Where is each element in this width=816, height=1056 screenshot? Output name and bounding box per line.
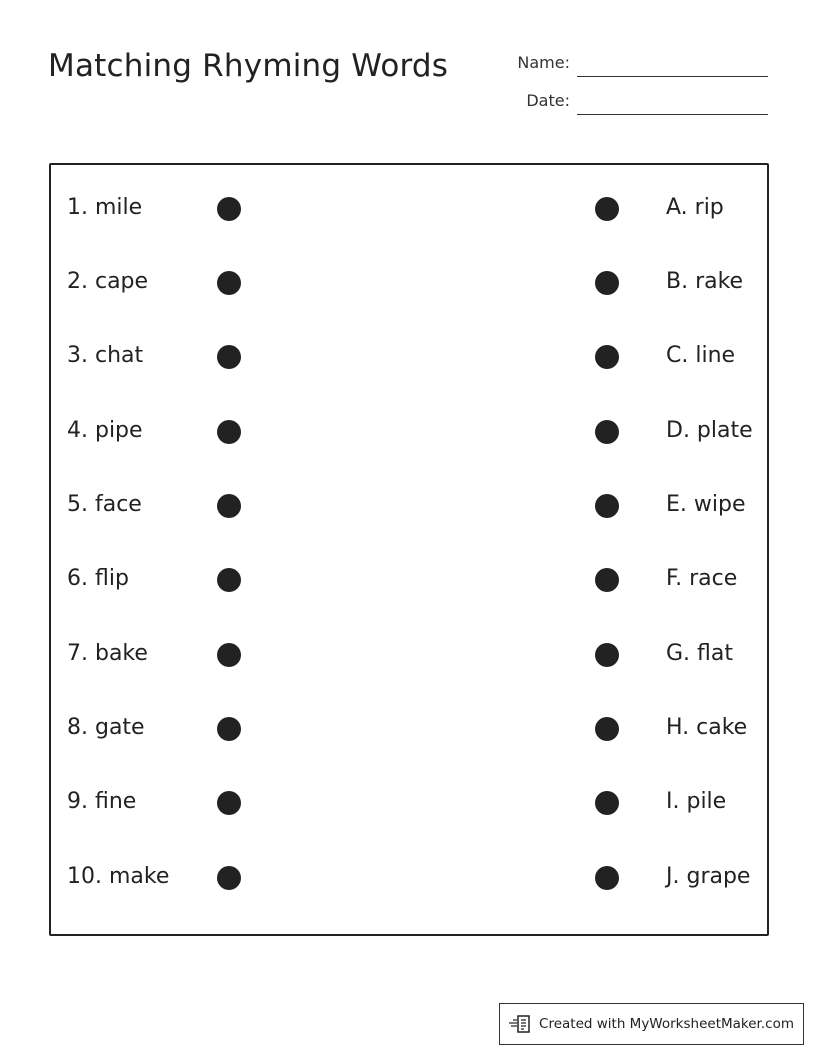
right-match-dot[interactable]: [595, 568, 619, 592]
left-match-dot[interactable]: [217, 568, 241, 592]
right-match-dot[interactable]: [595, 197, 619, 221]
left-word: 10. make: [67, 864, 170, 889]
left-match-dot[interactable]: [217, 420, 241, 444]
right-word: C. line: [666, 343, 736, 368]
right-match-dot[interactable]: [595, 345, 619, 369]
left-match-dot[interactable]: [217, 717, 241, 741]
matching-row: [51, 858, 767, 898]
left-match-dot[interactable]: [217, 271, 241, 295]
matching-row: [51, 263, 767, 303]
right-match-dot[interactable]: [595, 791, 619, 815]
left-match-dot[interactable]: [217, 791, 241, 815]
worksheet-title: Matching Rhyming Words: [48, 48, 449, 84]
left-word: 2. cape: [67, 269, 149, 294]
right-match-dot[interactable]: [595, 866, 619, 890]
left-word: 1. mile: [67, 195, 143, 220]
right-word: D. plate: [666, 418, 753, 443]
matching-row: [51, 189, 767, 229]
right-match-dot[interactable]: [595, 643, 619, 667]
matching-row: [51, 783, 767, 823]
right-word: F. race: [666, 566, 738, 591]
date-label: Date:: [526, 91, 570, 110]
left-word: 4. pipe: [67, 418, 143, 443]
matching-row: [51, 560, 767, 600]
matching-row: [51, 635, 767, 675]
right-word: I. pile: [666, 789, 727, 814]
right-word: H. cake: [666, 715, 748, 740]
right-match-dot[interactable]: [595, 717, 619, 741]
date-field[interactable]: [577, 114, 768, 115]
matching-row: [51, 412, 767, 452]
right-match-dot[interactable]: [595, 420, 619, 444]
right-word: G. flat: [666, 641, 733, 666]
matching-row: [51, 337, 767, 377]
left-word: 6. flip: [67, 566, 129, 591]
left-word: 5. face: [67, 492, 142, 517]
right-word: J. grape: [666, 864, 751, 889]
left-match-dot[interactable]: [217, 866, 241, 890]
left-match-dot[interactable]: [217, 494, 241, 518]
right-match-dot[interactable]: [595, 494, 619, 518]
name-field[interactable]: [577, 76, 768, 77]
left-match-dot[interactable]: [217, 197, 241, 221]
left-word: 3. chat: [67, 343, 144, 368]
right-match-dot[interactable]: [595, 271, 619, 295]
matching-row: [51, 486, 767, 526]
footer-credit: [499, 1003, 804, 1045]
left-match-dot[interactable]: [217, 643, 241, 667]
left-match-dot[interactable]: [217, 345, 241, 369]
right-word: E. wipe: [666, 492, 746, 517]
left-word: 7. bake: [67, 641, 148, 666]
right-word: B. rake: [666, 269, 744, 294]
left-word: 9. fine: [67, 789, 137, 814]
right-word: A. rip: [666, 195, 724, 220]
name-label: Name:: [517, 53, 570, 72]
matching-row: [51, 709, 767, 749]
footer-text: Created with MyWorksheetMaker.com: [539, 1016, 794, 1032]
worksheet-maker-logo-icon: [509, 1014, 533, 1034]
left-word: 8. gate: [67, 715, 145, 740]
matching-box: [49, 163, 769, 936]
